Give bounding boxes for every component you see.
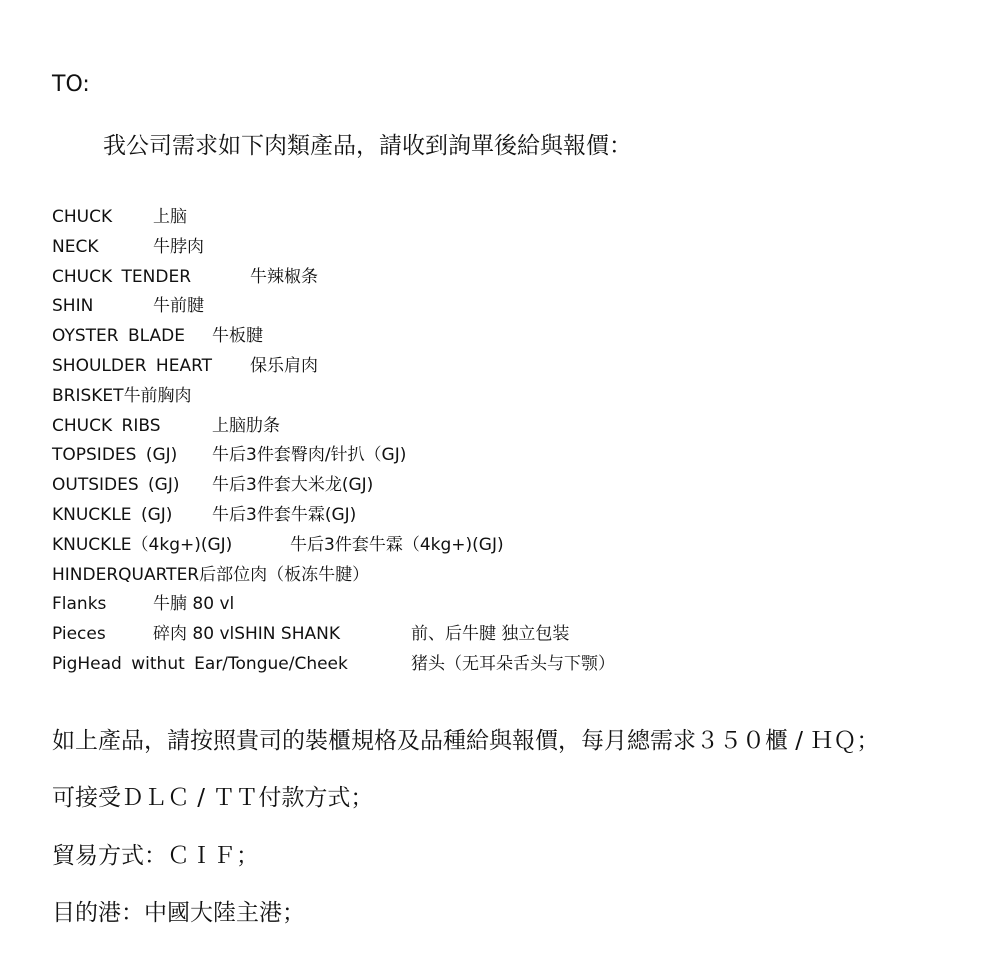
list-item — [52, 352, 615, 382]
item-english-name: Pieces — [52, 624, 106, 645]
item-english-name: Flanks — [52, 594, 107, 615]
item-english-name: OYSTER BLADE — [52, 326, 185, 347]
list-item — [52, 263, 615, 293]
item-chinese-name: 牛腩 80 vl — [153, 594, 235, 615]
list-item — [52, 471, 615, 501]
item-english-name: CHUCK RIBS — [52, 415, 161, 436]
list-item — [52, 203, 615, 233]
item-english-name: TOPSIDES (GJ) — [52, 445, 178, 466]
to-label: TO: — [52, 72, 90, 97]
item-english-name: OUTSIDES (GJ) — [52, 475, 180, 496]
item-english-name: CHUCK — [52, 207, 113, 227]
item-english-name: CHUCK TENDER — [52, 266, 192, 287]
item-chinese-name: 牛辣椒条 — [250, 266, 318, 287]
item-english-name: HINDERQUARTER — [52, 564, 200, 585]
item-chinese-name: 牛后3件套臀肉/针扒（GJ) — [212, 445, 407, 466]
item-english-name: SHOULDER HEART — [52, 355, 213, 376]
item-chinese-name: 上脑 — [153, 207, 187, 227]
item-chinese-name: 牛前胸肉 — [123, 385, 192, 406]
list-item — [52, 441, 615, 471]
item-english-name: KNUCKLE (GJ) — [52, 504, 173, 525]
list-item — [52, 292, 615, 322]
item-chinese-name: 牛脖肉 — [153, 236, 204, 257]
list-item — [52, 501, 615, 531]
destination-port-line: 目的港：中國大陸主港； — [52, 899, 305, 926]
payment-method-line: 可接受ＤＬＣ / ＴＴ付款方式； — [52, 785, 374, 812]
list-item — [52, 531, 615, 561]
list-item — [52, 322, 615, 352]
item-english-name: BRISKET — [52, 385, 124, 406]
item-chinese-name: 后部位肉（板冻牛腱） — [199, 564, 370, 585]
item-chinese-name: 猪头（无耳朵舌头与下颚） — [411, 653, 615, 674]
item-english-name: PigHead withut Ear/Tongue/Cheek — [52, 653, 348, 674]
item-chinese-name: 牛后3件套牛霖（4kg+)(GJ) — [290, 534, 504, 555]
monthly-demand-line: 如上產品，請按照貴司的裝櫃規格及品種給與報價，每月總需求３５０櫃 / ＨＱ； — [52, 728, 880, 754]
list-item — [52, 561, 615, 591]
item-chinese-name: 牛板腱 — [212, 326, 263, 347]
intro-paragraph: 我公司需求如下肉類產品，請收到詢單後給與報價： — [103, 133, 632, 159]
list-item — [52, 412, 615, 442]
terms-list — [52, 721, 879, 950]
item-chinese-name: 牛前腱 — [153, 296, 204, 317]
list-item — [52, 233, 615, 263]
trade-method-line: 貿易方式：ＣＩＦ； — [52, 842, 259, 869]
list-item — [52, 650, 615, 680]
item-english-name: SHIN — [52, 296, 94, 317]
list-item — [52, 382, 615, 412]
item-chinese-name: 碎肉 80 vlSHIN SHANK — [153, 624, 340, 645]
item-chinese-name: 牛后3件套大米龙(GJ) — [212, 475, 374, 496]
item-english-name: NECK — [52, 236, 99, 257]
list-item — [52, 620, 615, 650]
item-chinese-name: 保乐肩肉 — [250, 355, 318, 376]
item-chinese-name: 上脑肋条 — [212, 415, 280, 436]
item-english-name: KNUCKLE（4kg+)(GJ) — [52, 534, 233, 555]
list-item — [52, 590, 615, 620]
item-chinese-name: 牛后3件套牛霖(GJ) — [212, 504, 357, 525]
item-chinese-note: 前、后牛腱 独立包装 — [411, 624, 570, 645]
product-list — [52, 203, 615, 680]
